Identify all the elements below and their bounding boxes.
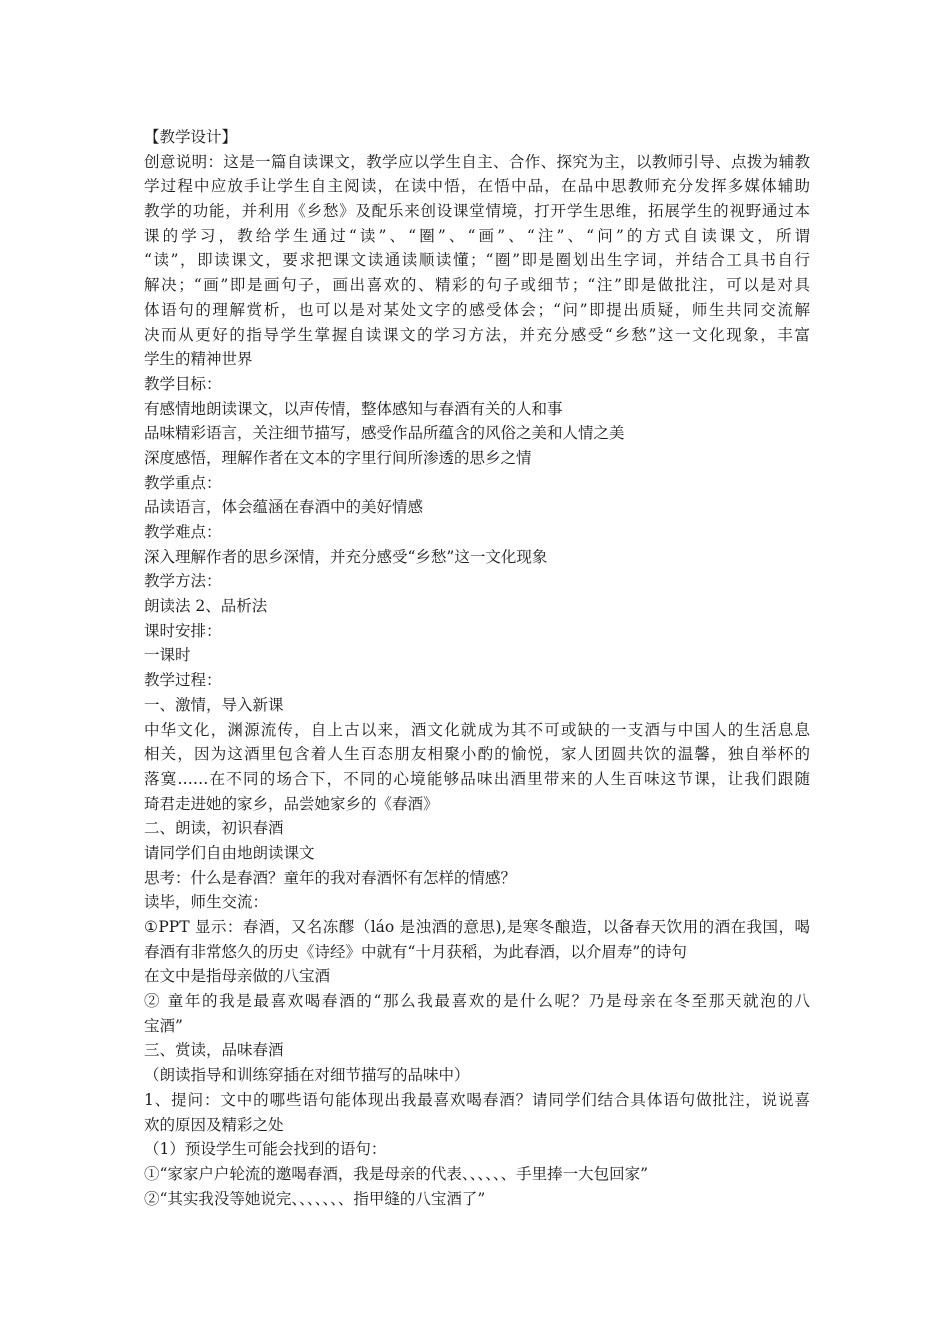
text-line: 春酒有非常悠久的历史《诗经》中就有“十月获稻，为此春酒，以介眉寿”的诗句 (144, 942, 687, 961)
text-line: 创意说明：这是一篇自读课文，教学应以学生自主、合作、探究为主，以教师引导、点拨为辅教 (144, 152, 810, 171)
text-line: 欢的原因及精彩之处 (144, 1115, 284, 1134)
text-line: 一、激情，导入新课 (144, 695, 284, 714)
text-line: 二、朗读，初识春酒 (144, 819, 284, 838)
text-line: （朗读指导和训练穿插在对细节描写的品味中） (144, 1066, 470, 1085)
text-line: “读”，即读课文，要求把课文读通读顺读懂；“圈”即是圈划出生字词，并结合工具书自行 (144, 251, 810, 270)
text-line: ①PPT 显示：春酒，又名冻醪（láo 是浊酒的意思),是寒冬酿造，以备春天饮用的酒在我国，喝 (144, 918, 810, 936)
text-line: 深入理解作者的思乡深情，并充分感受“乡愁”这一文化现象 (144, 547, 548, 566)
text-line: 品读语言，体会蕴涵在春酒中的美好情感 (144, 498, 424, 517)
document-body (144, 125, 810, 1211)
text-line: ①“家家户户轮流的邀喝春酒，我是母亲的代表、、、、、、手里捧一大包回家” (144, 1164, 649, 1183)
text-line: 落寞……在不同的场合下，不同的心境能够品味出酒里带来的人生百味这节课，让我们跟随 (144, 769, 810, 788)
text-line: 宝酒” (144, 1016, 183, 1035)
text-line: 1、提问：文中的哪些语句能体现出我最喜欢喝春酒？请同学们结合具体语句做批注，说说喜 (144, 1090, 810, 1109)
text-line: 决而从更好的指导学生掌握自读课文的学习方法，并充分感受“乡愁”这一文化现象，丰富 (144, 325, 810, 344)
text-line: 深度感悟，理解作者在文本的字里行间所渗透的思乡之情 (144, 448, 532, 467)
text-line: 【教学设计】 (144, 128, 238, 146)
text-line: 在文中是指母亲做的八宝酒 (144, 967, 331, 986)
text-line: 中华文化，渊源流传，自上古以来，酒文化就成为其不可或缺的一支酒与中国人的生活息息 (144, 720, 810, 739)
text-line: 教学的功能，并利用《乡愁》及配乐来创设课堂情境，打开学生思维，拓展学生的视野通过本 (144, 202, 810, 221)
text-line: 读毕，师生交流： (144, 893, 269, 912)
text-line: 朗读法 2、品析法 (144, 597, 268, 616)
text-line: 体语句的理解赏析，也可以是对某处文字的感受体会；“问”即提出质疑，师生共同交流解 (144, 300, 810, 319)
text-line: 学过程中应放手让学生自主阅读，在读中悟，在悟中品，在品中思教师充分发挥多媒体辅助 (144, 177, 810, 196)
text-line: 琦君走进她的家乡，品尝她家乡的《春酒》 (144, 794, 439, 813)
text-line: 三、赏读，品味春酒 (144, 1041, 284, 1060)
text-line: 教学重点： (144, 473, 222, 492)
text-line: 学生的精神世界 (144, 350, 253, 369)
text-line: 课的学习，教给学生通过“读”、“圈”、“画”、“注”、“问”的方式自读课文，所谓 (144, 226, 810, 245)
text-line: 有感情地朗读课文，以声传情，整体感知与春酒有关的人和事 (144, 399, 563, 418)
text-line: 教学方法： (144, 572, 222, 591)
text-line: 品味精彩语言，关注细节描写，感受作品所蕴含的风俗之美和人情之美 (144, 424, 625, 443)
text-line: 教学过程： (144, 671, 222, 690)
text-line: 课时安排： (144, 621, 222, 640)
text-line: 教学难点： (144, 523, 222, 541)
text-line: 相关，因为这酒里包含着人生百态朋友相聚小酌的愉悦，家人团圆共饮的温馨，独自举杯的 (144, 745, 810, 764)
text-line: ②“其实我没等她说完、、、、、、、指甲缝的八宝酒了” (144, 1189, 486, 1208)
text-line: 一课时 (144, 646, 191, 665)
text-line: 请同学们自由地朗读课文 (144, 843, 315, 862)
text-line: （1）预设学生可能会找到的语句： (144, 1140, 387, 1159)
text-line: 解决；“画”即是画句子，画出喜欢的、精彩的句子或细节；“注”即是做批注，可以是对具 (144, 276, 810, 295)
text-line: 教学目标： (144, 374, 222, 393)
text-line: 思考：什么是春酒？童年的我对春酒怀有怎样的情感？ (144, 868, 517, 887)
text-line: ② 童年的我是最喜欢喝春酒的“那么我最喜欢的是什么呢？乃是母亲在冬至那天就泡的八 (144, 992, 810, 1011)
